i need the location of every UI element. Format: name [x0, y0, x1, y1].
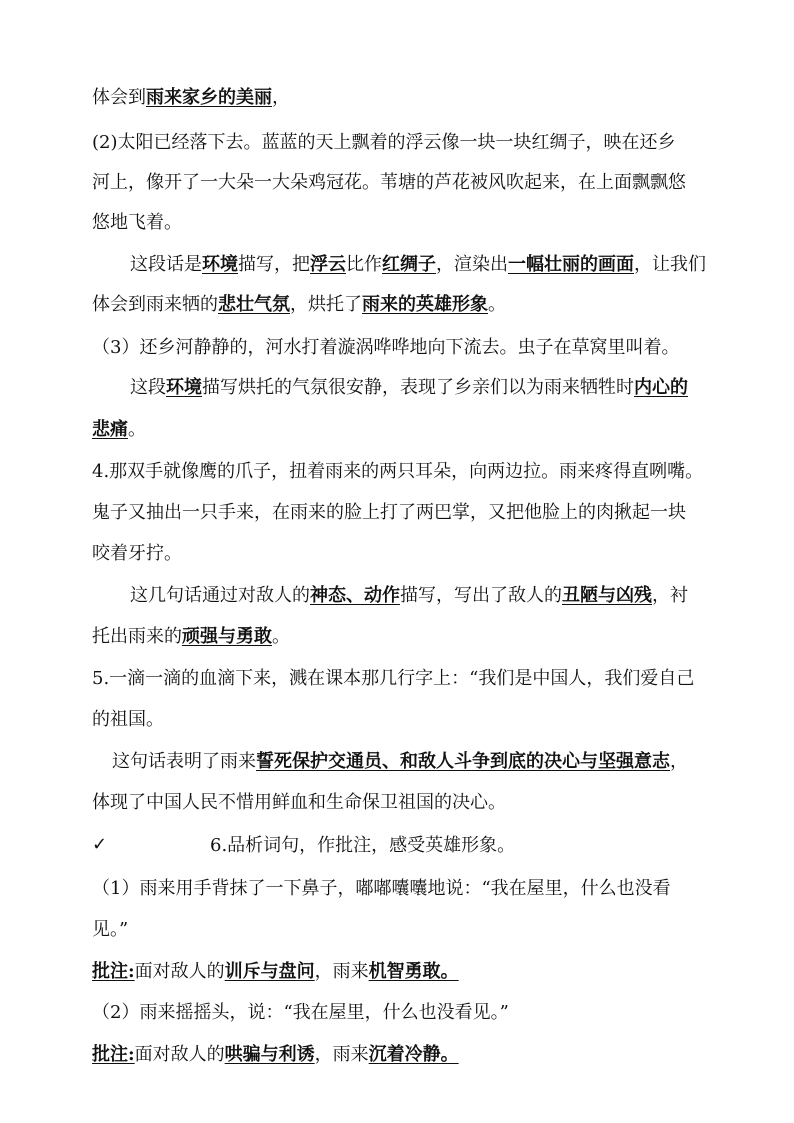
- analysis-line: 这几句话通过对敌人的神态、动作描写，写出了敌人的丑陋与凶残，衬: [130, 585, 688, 606]
- analysis-line: 这段环境描写烘托的气氛很安静，表现了乡亲们以为雨来牺牲时内心的: [130, 377, 688, 398]
- question-heading: 6.品析词句，作批注，感受英雄形象。: [210, 835, 516, 856]
- text-line: (2)太阳已经落下去。蓝蓝的天上飘着的浮云像一块一块红绸子，映在还乡: [92, 132, 676, 153]
- analysis-line: 这段话是环境描写，把浮云比作红绸子，渲染出一幅壮丽的画面，让我们: [130, 254, 706, 275]
- text-line: （1）雨来用手背抹了一下鼻子，嘟嘟囔囔地说：“我在屋里，什么也没看: [92, 878, 671, 899]
- analysis-line: 这句话表明了雨来誓死保护交通员、和敌人斗争到底的决心与坚强意志，: [112, 751, 688, 772]
- text-line: （3）还乡河静静的，河水打着漩涡哗哗地向下流去。虫子在草窝里叫着。: [92, 337, 680, 358]
- analysis-line: 托出雨来的顽强与勇敢。: [92, 626, 290, 647]
- text-line: 体现了中国人民不惜用鲜血和生命保卫祖国的决心。: [92, 792, 506, 813]
- annotation-line: 批注:面对敌人的哄骗与利诱，雨来沉着冷静。: [92, 1044, 459, 1065]
- analysis-line: 悲痛。: [92, 419, 146, 440]
- annotation-line: 批注:面对敌人的训斥与盘问，雨来机智勇敢。: [92, 961, 459, 982]
- text-line: 河上，像开了一大朵一大朵鸡冠花。苇塘的芦花被风吹起来，在上面飘飘悠: [92, 172, 686, 193]
- text-line: 体会到雨来家乡的美丽，: [92, 87, 290, 108]
- text-line: 5.一滴一滴的血滴下来，溅在课本那几行字上：“我们是中国人，我们爱自己: [92, 668, 695, 689]
- text-line: 见。”: [92, 919, 129, 940]
- text-line: 咬着牙拧。: [92, 543, 182, 564]
- text-line: 4.那双手就像鹰的爪子，扭着雨来的两只耳朵，向两边拉。雨来疼得直咧嘴。: [92, 461, 704, 482]
- text-line: 的祖国。: [92, 709, 164, 730]
- analysis-line: 体会到雨来牺的悲壮气氛，烘托了雨来的英雄形象。: [92, 294, 506, 315]
- text-line: 鬼子又抽出一只手来，在雨来的脸上打了两巴掌，又把他脸上的肉揪起一块: [92, 502, 686, 523]
- text-line: 悠地飞着。: [92, 212, 182, 233]
- checkmark-icon: ✓: [92, 834, 108, 855]
- text-line: （2）雨来摇摇头，说：“我在屋里，什么也没看见。”: [92, 1002, 509, 1023]
